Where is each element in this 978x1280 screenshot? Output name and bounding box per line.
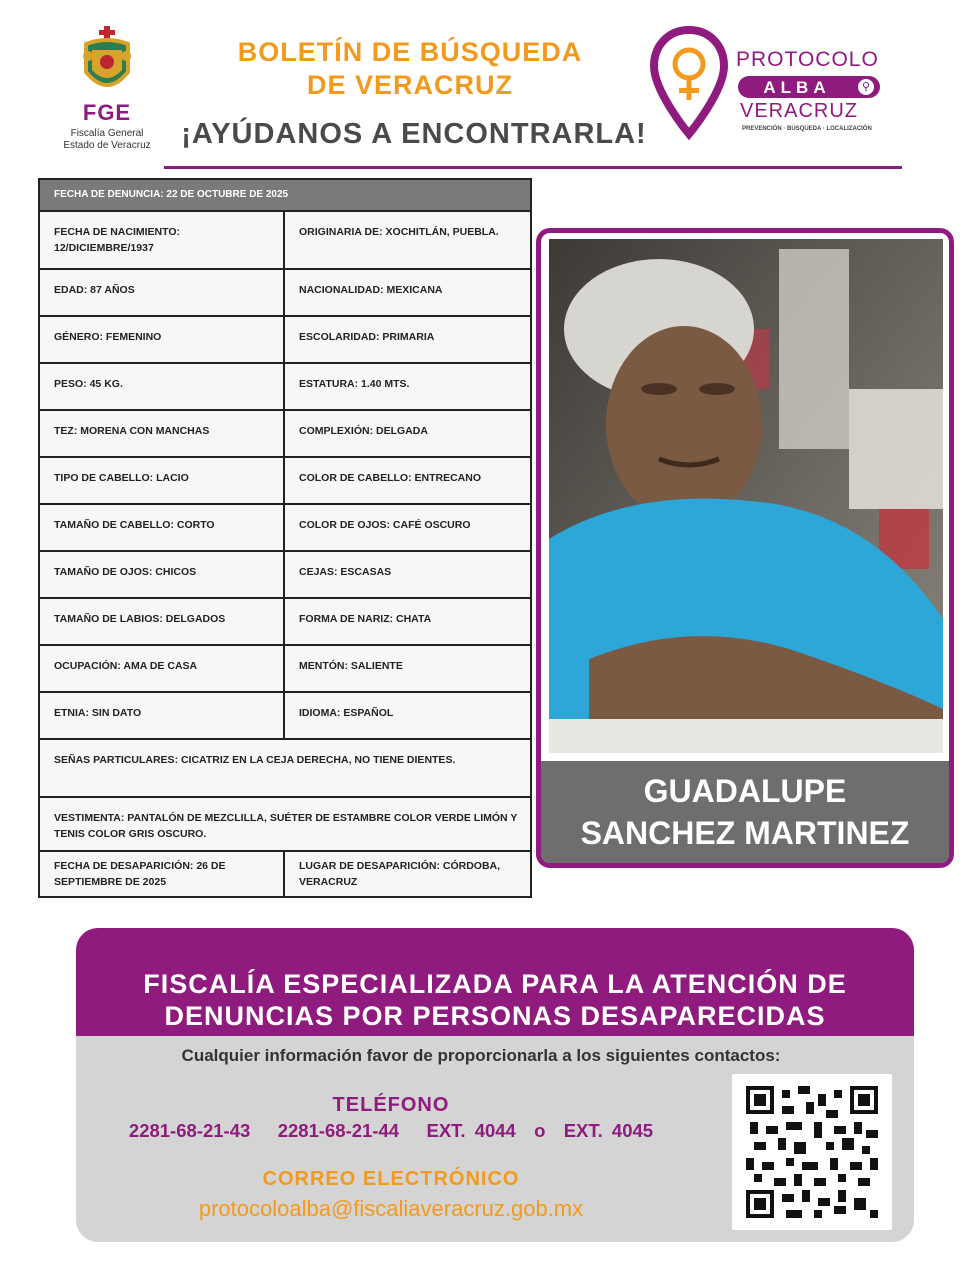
agency-banner — [76, 928, 914, 1036]
coat-of-arms-icon — [78, 26, 136, 100]
fge-subtitle-line2: Estado de Veracruz — [63, 140, 151, 151]
agency-name — [76, 968, 914, 1032]
chin: MENTÓN: SALIENTE — [299, 660, 403, 672]
person-first-name: GUADALUPE — [643, 773, 847, 809]
fge-logo-text: FGE — [82, 100, 132, 125]
alba-veracruz-text: VERACRUZ — [740, 100, 859, 122]
age: EDAD: 87 AÑOS — [40, 270, 285, 315]
weight: PESO: 45 KG. — [40, 364, 285, 409]
nationality: NACIONALIDAD: MEXICANA — [299, 284, 443, 296]
agency-name-line2: DENUNCIAS POR PERSONAS DESAPARECIDAS — [164, 1001, 826, 1031]
contact-panel — [76, 1036, 914, 1242]
header-divider — [164, 166, 902, 169]
table-row — [40, 505, 530, 552]
location-pin-female-icon — [648, 26, 730, 140]
hair-color: COLOR DE CABELLO: ENTRECANO — [299, 472, 481, 484]
birth-date: FECHA DE NACIMIENTO: 12/DICIEMBRE/1937 — [40, 212, 285, 268]
phone-label: TELÉFONO — [332, 1094, 450, 1116]
eye-color: COLOR DE OJOS: CAFÉ OSCURO — [299, 519, 471, 531]
ethnicity: ETNIA: SIN DATO — [40, 693, 285, 738]
agency-name-line1: FISCALÍA ESPECIALIZADA PARA LA ATENCIÓN DE — [143, 969, 847, 999]
height: ESTATURA: 1.40 MTS. — [299, 378, 410, 390]
education: ESCOLARIDAD: PRIMARIA — [299, 331, 435, 343]
bulletin-title — [190, 36, 630, 102]
bulletin-title-line1: BOLETÍN DE BÚSQUEDA — [237, 37, 583, 67]
qr-code-icon — [746, 1086, 878, 1218]
skin-tone: TEZ: MORENA CON MANCHAS — [40, 411, 285, 456]
clothing: VESTIMENTA: PANTALÓN DE MEZCLILLA, SUÉTER DE ESTAMBRE COLOR VERDE LIMÓN Y TENIS COLOR GRIS OSCURO. — [54, 812, 518, 840]
table-row — [40, 740, 530, 798]
eye-size: TAMAÑO DE OJOS: CHICOS — [40, 552, 285, 597]
help-subtitle: ¡AYÚDANOS A ENCONTRARLA! — [181, 118, 647, 150]
email-address[interactable]: protocoloalba@fiscaliaveracruz.gob.mx — [198, 1196, 584, 1221]
alba-word: ALBA — [763, 78, 831, 97]
table-row — [40, 646, 530, 693]
contact-intro: Cualquier información favor de proporcionarla a los siguientes contactos: — [181, 1046, 781, 1065]
report-date: FECHA DE DENUNCIA: 22 DE OCTUBRE DE 2025 — [40, 180, 530, 212]
alba-tagline: PREVENCIÓN · BÚSQUEDA · LOCALIZACIÓN — [742, 126, 872, 132]
table-row — [40, 364, 530, 411]
table-row — [40, 552, 530, 599]
person-photo — [549, 239, 943, 753]
person-last-names: SANCHEZ MARTINEZ — [580, 815, 910, 851]
origin: ORIGINARIA DE: XOCHITLÁN, PUEBLA. — [299, 226, 499, 238]
protocolo-alba-logo — [648, 26, 898, 144]
alba-protocolo-text: PROTOCOLO — [736, 48, 879, 71]
table-row — [40, 270, 530, 317]
occupation: OCUPACIÓN: AMA DE CASA — [40, 646, 285, 691]
table-row — [40, 798, 530, 852]
table-row — [40, 458, 530, 505]
table-row — [40, 852, 530, 896]
email-label: CORREO ELECTRÓNICO — [262, 1168, 520, 1190]
person-photo-card — [536, 228, 954, 868]
fge-subtitle — [52, 128, 162, 152]
disappearance-date: FECHA DE DESAPARICIÓN: 26 DE SEPTIEMBRE DE 2025 — [40, 852, 285, 896]
fge-subtitle-line1: Fiscalía General — [70, 128, 144, 139]
table-row — [40, 411, 530, 458]
particular-signs: SEÑAS PARTICULARES: CICATRIZ EN LA CEJA DERECHA, NO TIENE DIENTES. — [54, 754, 456, 766]
search-icon: ⚲ — [858, 79, 874, 95]
fge-logo — [52, 22, 162, 154]
gender: GÉNERO: FEMENINO — [40, 317, 285, 362]
phone-numbers[interactable]: 2281-68-21-43 2281-68-21-44 EXT. 4044 o EXT. 4045 — [128, 1120, 654, 1141]
table-row — [40, 212, 530, 270]
bulletin-title-line2: DE VERACRUZ — [306, 70, 513, 100]
alba-badge — [738, 76, 880, 98]
nose-shape: FORMA DE NARIZ: CHATA — [299, 613, 432, 625]
disappearance-place: LUGAR DE DESAPARICIÓN: CÓRDOBA, VERACRUZ — [299, 860, 501, 888]
hair-type: TIPO DE CABELLO: LACIO — [40, 458, 285, 503]
build: COMPLEXIÓN: DELGADA — [299, 425, 428, 437]
person-name-band — [541, 761, 949, 863]
eyebrows: CEJAS: ESCASAS — [299, 566, 392, 578]
qr-code[interactable] — [732, 1074, 892, 1230]
language: IDIOMA: ESPAÑOL — [299, 707, 394, 719]
table-row — [40, 693, 530, 740]
hair-length: TAMAÑO DE CABELLO: CORTO — [40, 505, 285, 550]
lip-size: TAMAÑO DE LABIOS: DELGADOS — [40, 599, 285, 644]
table-row — [40, 317, 530, 364]
person-info-table — [38, 178, 532, 898]
table-row — [40, 599, 530, 646]
